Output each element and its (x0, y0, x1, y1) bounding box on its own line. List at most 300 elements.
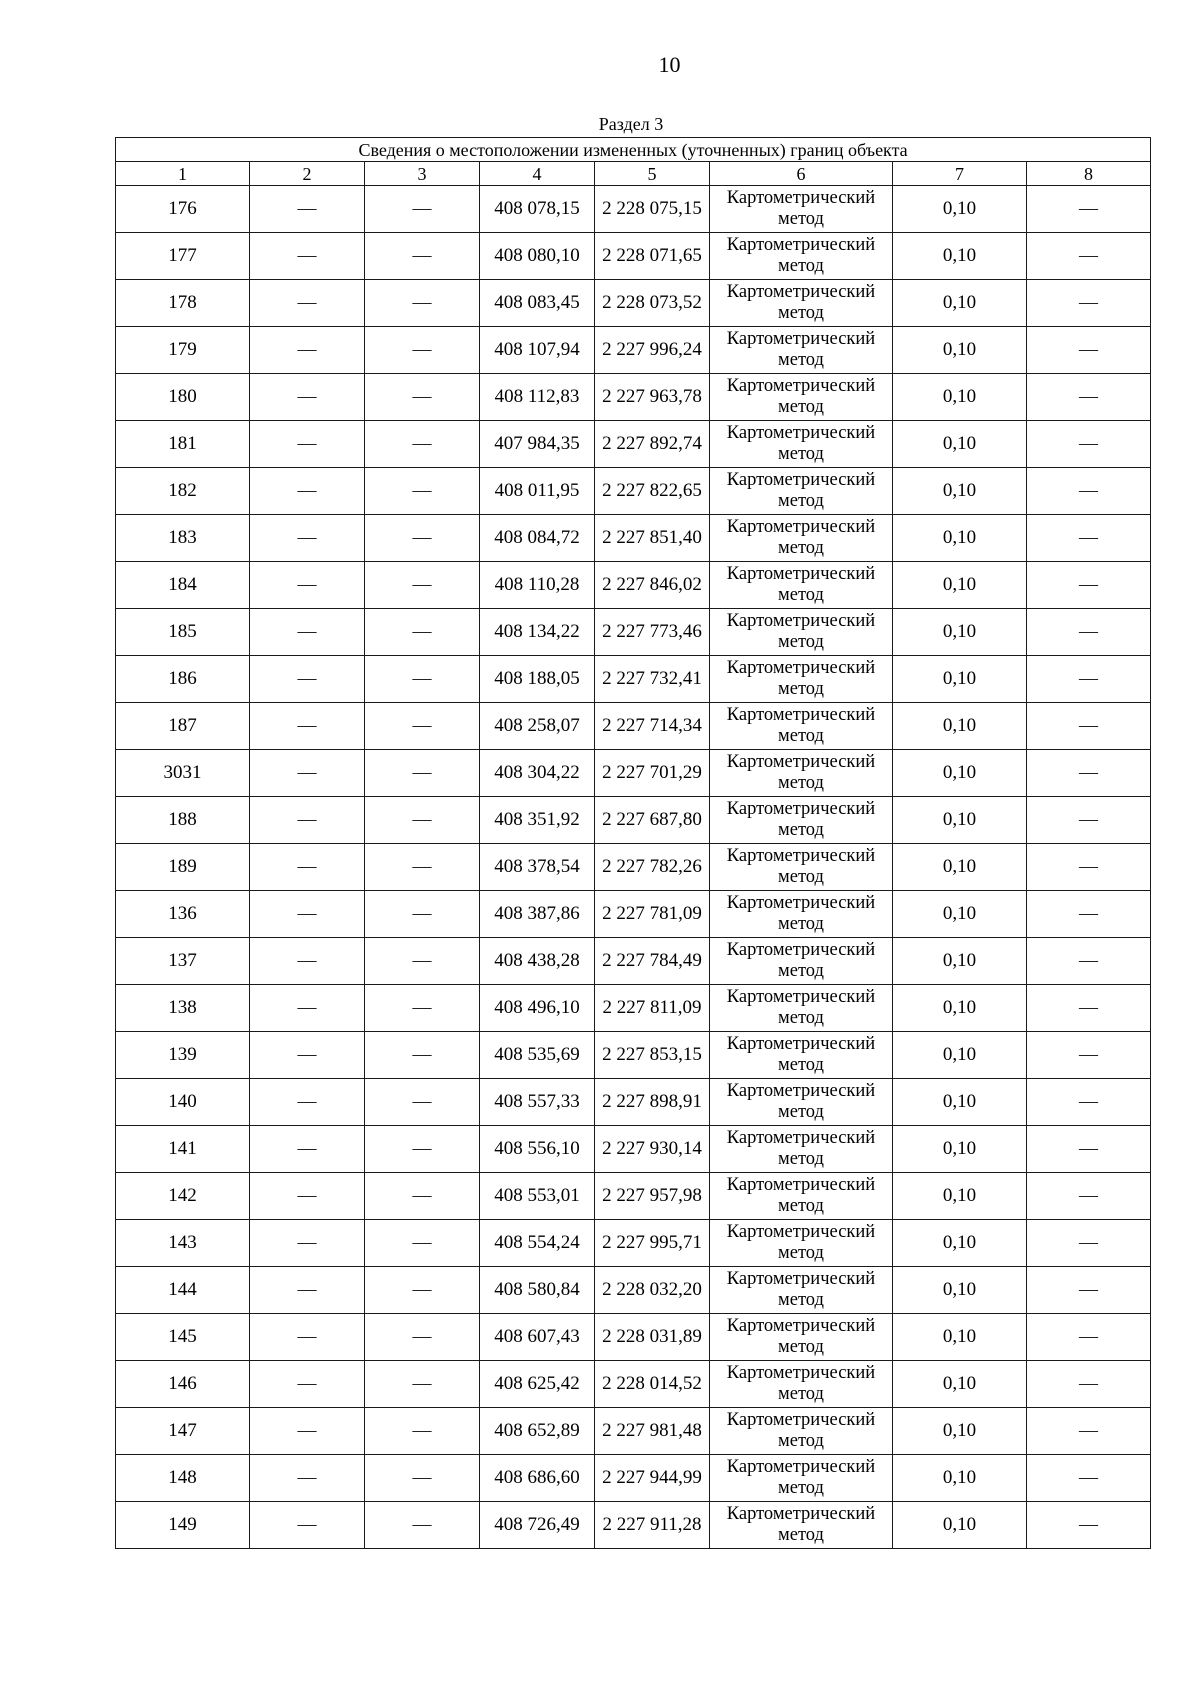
column-3-cell: — (365, 186, 480, 233)
method-line-1: Картометрический (726, 282, 876, 302)
y-coordinate-cell: 2 227 781,09 (595, 891, 710, 938)
method-line-2: метод (778, 1196, 824, 1216)
method-line-2: метод (778, 820, 824, 840)
point-number-cell: 3031 (116, 750, 250, 797)
column-3-cell: — (365, 280, 480, 327)
table-row (116, 1314, 1151, 1361)
column-8-cell: — (1027, 1032, 1151, 1079)
column-8-cell: — (1027, 985, 1151, 1032)
column-3-cell: — (365, 468, 480, 515)
column-8-cell: — (1027, 280, 1151, 327)
method-cell (710, 1455, 893, 1502)
page-number: 10 (658, 52, 681, 77)
x-coordinate-cell: 408 556,10 (480, 1126, 595, 1173)
table-row (116, 1455, 1151, 1502)
method-cell (710, 1032, 893, 1079)
table-row (116, 186, 1151, 233)
accuracy-cell: 0,10 (893, 985, 1027, 1032)
x-coordinate-cell: 408 080,10 (480, 233, 595, 280)
point-number-cell: 139 (116, 1032, 250, 1079)
method-line-2: метод (778, 726, 824, 746)
y-coordinate-cell: 2 227 822,65 (595, 468, 710, 515)
point-number-cell: 142 (116, 1173, 250, 1220)
column-8-cell: — (1027, 1455, 1151, 1502)
y-coordinate-cell: 2 228 031,89 (595, 1314, 710, 1361)
column-3-cell: — (365, 1267, 480, 1314)
point-number-cell: 178 (116, 280, 250, 327)
column-8-cell: — (1027, 327, 1151, 374)
y-coordinate-cell: 2 228 014,52 (595, 1361, 710, 1408)
column-8-cell: — (1027, 797, 1151, 844)
method-line-2: метод (778, 397, 824, 417)
point-number-cell: 146 (116, 1361, 250, 1408)
column-number: 8 (1027, 162, 1151, 186)
method-line-1: Картометрический (726, 1222, 876, 1242)
x-coordinate-cell: 408 011,95 (480, 468, 595, 515)
method-line-1: Картометрический (726, 658, 876, 678)
method-line-2: метод (778, 1149, 824, 1169)
method-line-1: Картометрический (726, 1504, 876, 1524)
column-3-cell: — (365, 750, 480, 797)
table-row (116, 750, 1151, 797)
method-line-2: метод (778, 350, 824, 370)
column-3-cell: — (365, 609, 480, 656)
y-coordinate-cell: 2 227 701,29 (595, 750, 710, 797)
point-number-cell: 141 (116, 1126, 250, 1173)
method-line-1: Картометрический (726, 940, 876, 960)
point-number-cell: 181 (116, 421, 250, 468)
column-2-cell: — (250, 515, 365, 562)
accuracy-cell: 0,10 (893, 374, 1027, 421)
column-3-cell: — (365, 1502, 480, 1549)
y-coordinate-cell: 2 228 075,15 (595, 186, 710, 233)
method-cell (710, 1220, 893, 1267)
table-caption: Сведения о местоположении измененных (уточненных) границ объекта (116, 138, 1151, 162)
method-line-2: метод (778, 867, 824, 887)
point-number-cell: 147 (116, 1408, 250, 1455)
column-8-cell: — (1027, 891, 1151, 938)
accuracy-cell: 0,10 (893, 1220, 1027, 1267)
method-line-1: Картометрический (726, 752, 876, 772)
point-number-cell: 189 (116, 844, 250, 891)
accuracy-cell: 0,10 (893, 327, 1027, 374)
y-coordinate-cell: 2 227 784,49 (595, 938, 710, 985)
column-3-cell: — (365, 1032, 480, 1079)
column-2-cell: — (250, 750, 365, 797)
column-2-cell: — (250, 1502, 365, 1549)
column-2-cell: — (250, 656, 365, 703)
table-row (116, 656, 1151, 703)
x-coordinate-cell: 408 378,54 (480, 844, 595, 891)
method-line-2: метод (778, 1337, 824, 1357)
column-2-cell: — (250, 280, 365, 327)
method-cell (710, 515, 893, 562)
column-number: 2 (250, 162, 365, 186)
column-8-cell: — (1027, 1408, 1151, 1455)
table-row (116, 609, 1151, 656)
x-coordinate-cell: 408 084,72 (480, 515, 595, 562)
table-row (116, 1267, 1151, 1314)
table-row (116, 468, 1151, 515)
accuracy-cell: 0,10 (893, 656, 1027, 703)
table-row (116, 1032, 1151, 1079)
y-coordinate-cell: 2 227 714,34 (595, 703, 710, 750)
method-line-2: метод (778, 679, 824, 699)
column-2-cell: — (250, 891, 365, 938)
point-number-cell: 179 (116, 327, 250, 374)
x-coordinate-cell: 408 557,33 (480, 1079, 595, 1126)
column-number: 1 (116, 162, 250, 186)
accuracy-cell: 0,10 (893, 1032, 1027, 1079)
accuracy-cell: 0,10 (893, 891, 1027, 938)
column-number: 6 (710, 162, 893, 186)
method-line-2: метод (778, 1525, 824, 1545)
column-2-cell: — (250, 1314, 365, 1361)
point-number-cell: 140 (116, 1079, 250, 1126)
column-3-cell: — (365, 1079, 480, 1126)
column-8-cell: — (1027, 1079, 1151, 1126)
table-row (116, 1361, 1151, 1408)
point-number-cell: 176 (116, 186, 250, 233)
y-coordinate-cell: 2 227 846,02 (595, 562, 710, 609)
method-cell (710, 233, 893, 280)
column-3-cell: — (365, 797, 480, 844)
accuracy-cell: 0,10 (893, 844, 1027, 891)
column-3-cell: — (365, 703, 480, 750)
column-3-cell: — (365, 374, 480, 421)
point-number-cell: 148 (116, 1455, 250, 1502)
x-coordinate-cell: 408 304,22 (480, 750, 595, 797)
x-coordinate-cell: 408 078,15 (480, 186, 595, 233)
method-cell (710, 891, 893, 938)
method-cell (710, 186, 893, 233)
point-number-cell: 188 (116, 797, 250, 844)
column-8-cell: — (1027, 844, 1151, 891)
method-cell (710, 656, 893, 703)
y-coordinate-cell: 2 227 687,80 (595, 797, 710, 844)
column-2-cell: — (250, 985, 365, 1032)
table-row (116, 1079, 1151, 1126)
y-coordinate-cell: 2 228 071,65 (595, 233, 710, 280)
table-row (116, 280, 1151, 327)
method-line-1: Картометрический (726, 611, 876, 631)
column-3-cell: — (365, 1408, 480, 1455)
method-line-1: Картометрический (726, 423, 876, 443)
column-3-cell: — (365, 1126, 480, 1173)
method-line-2: метод (778, 1008, 824, 1028)
method-cell (710, 1361, 893, 1408)
table-row (116, 703, 1151, 750)
x-coordinate-cell: 408 387,86 (480, 891, 595, 938)
method-cell (710, 562, 893, 609)
method-cell (710, 280, 893, 327)
method-line-2: метод (778, 1384, 824, 1404)
column-3-cell: — (365, 327, 480, 374)
x-coordinate-cell: 408 652,89 (480, 1408, 595, 1455)
column-8-cell: — (1027, 750, 1151, 797)
point-number-cell: 187 (116, 703, 250, 750)
table-row (116, 233, 1151, 280)
method-cell (710, 938, 893, 985)
column-2-cell: — (250, 844, 365, 891)
method-line-1: Картометрический (726, 1034, 876, 1054)
y-coordinate-cell: 2 227 732,41 (595, 656, 710, 703)
x-coordinate-cell: 408 625,42 (480, 1361, 595, 1408)
x-coordinate-cell: 408 351,92 (480, 797, 595, 844)
section-label: Раздел 3 (598, 114, 664, 134)
accuracy-cell: 0,10 (893, 233, 1027, 280)
method-line-2: метод (778, 1290, 824, 1310)
column-8-cell: — (1027, 703, 1151, 750)
point-number-cell: 186 (116, 656, 250, 703)
method-line-2: метод (778, 303, 824, 323)
method-cell (710, 1314, 893, 1361)
column-2-cell: — (250, 1032, 365, 1079)
table-row (116, 844, 1151, 891)
method-line-2: метод (778, 1478, 824, 1498)
method-cell (710, 1079, 893, 1126)
point-number-cell: 183 (116, 515, 250, 562)
method-cell (710, 609, 893, 656)
table-row (116, 374, 1151, 421)
accuracy-cell: 0,10 (893, 609, 1027, 656)
table-row (116, 1502, 1151, 1549)
method-line-2: метод (778, 914, 824, 934)
accuracy-cell: 0,10 (893, 1126, 1027, 1173)
accuracy-cell: 0,10 (893, 280, 1027, 327)
column-2-cell: — (250, 562, 365, 609)
table-row (116, 1220, 1151, 1267)
method-cell (710, 1126, 893, 1173)
method-cell (710, 703, 893, 750)
point-number-cell: 136 (116, 891, 250, 938)
x-coordinate-cell: 408 134,22 (480, 609, 595, 656)
x-coordinate-cell: 408 496,10 (480, 985, 595, 1032)
x-coordinate-cell: 408 535,69 (480, 1032, 595, 1079)
table-row (116, 1126, 1151, 1173)
y-coordinate-cell: 2 227 773,46 (595, 609, 710, 656)
x-coordinate-cell: 408 110,28 (480, 562, 595, 609)
column-8-cell: — (1027, 186, 1151, 233)
accuracy-cell: 0,10 (893, 468, 1027, 515)
column-8-cell: — (1027, 1267, 1151, 1314)
column-3-cell: — (365, 1455, 480, 1502)
column-number: 7 (893, 162, 1027, 186)
accuracy-cell: 0,10 (893, 703, 1027, 750)
point-number-cell: 143 (116, 1220, 250, 1267)
method-cell (710, 1502, 893, 1549)
x-coordinate-cell: 407 984,35 (480, 421, 595, 468)
accuracy-cell: 0,10 (893, 421, 1027, 468)
table-body (116, 186, 1151, 1549)
column-8-cell: — (1027, 233, 1151, 280)
column-8-cell: — (1027, 938, 1151, 985)
column-2-cell: — (250, 1126, 365, 1173)
table-row (116, 421, 1151, 468)
y-coordinate-cell: 2 227 853,15 (595, 1032, 710, 1079)
accuracy-cell: 0,10 (893, 1502, 1027, 1549)
method-cell (710, 374, 893, 421)
column-8-cell: — (1027, 515, 1151, 562)
column-8-cell: — (1027, 468, 1151, 515)
column-2-cell: — (250, 1455, 365, 1502)
y-coordinate-cell: 2 227 898,91 (595, 1079, 710, 1126)
column-2-cell: — (250, 186, 365, 233)
x-coordinate-cell: 408 607,43 (480, 1314, 595, 1361)
method-line-1: Картометрический (726, 1410, 876, 1430)
method-line-2: метод (778, 1102, 824, 1122)
method-line-1: Картометрический (726, 987, 876, 1007)
y-coordinate-cell: 2 227 930,14 (595, 1126, 710, 1173)
column-3-cell: — (365, 1361, 480, 1408)
method-line-2: метод (778, 773, 824, 793)
column-2-cell: — (250, 1361, 365, 1408)
table-row (116, 515, 1151, 562)
method-line-1: Картометрический (726, 376, 876, 396)
point-number-cell: 177 (116, 233, 250, 280)
y-coordinate-cell: 2 227 963,78 (595, 374, 710, 421)
method-line-1: Картометрический (726, 799, 876, 819)
column-3-cell: — (365, 233, 480, 280)
method-cell (710, 327, 893, 374)
column-3-cell: — (365, 1220, 480, 1267)
method-line-2: метод (778, 209, 824, 229)
coordinates-table (115, 137, 1151, 1549)
x-coordinate-cell: 408 553,01 (480, 1173, 595, 1220)
x-coordinate-cell: 408 258,07 (480, 703, 595, 750)
column-2-cell: — (250, 421, 365, 468)
y-coordinate-cell: 2 227 996,24 (595, 327, 710, 374)
column-number: 4 (480, 162, 595, 186)
column-2-cell: — (250, 797, 365, 844)
accuracy-cell: 0,10 (893, 1408, 1027, 1455)
method-line-1: Картометрический (726, 1457, 876, 1477)
table-row (116, 985, 1151, 1032)
accuracy-cell: 0,10 (893, 186, 1027, 233)
column-8-cell: — (1027, 1502, 1151, 1549)
y-coordinate-cell: 2 227 851,40 (595, 515, 710, 562)
column-2-cell: — (250, 233, 365, 280)
y-coordinate-cell: 2 228 032,20 (595, 1267, 710, 1314)
accuracy-cell: 0,10 (893, 1455, 1027, 1502)
method-line-1: Картометрический (726, 1269, 876, 1289)
method-line-1: Картометрический (726, 846, 876, 866)
column-3-cell: — (365, 985, 480, 1032)
column-2-cell: — (250, 1408, 365, 1455)
point-number-cell: 182 (116, 468, 250, 515)
method-cell (710, 797, 893, 844)
y-coordinate-cell: 2 227 981,48 (595, 1408, 710, 1455)
column-number-row (116, 162, 1151, 186)
column-3-cell: — (365, 1173, 480, 1220)
column-8-cell: — (1027, 562, 1151, 609)
method-line-2: метод (778, 632, 824, 652)
method-line-2: метод (778, 1243, 824, 1263)
point-number-cell: 137 (116, 938, 250, 985)
column-2-cell: — (250, 609, 365, 656)
column-8-cell: — (1027, 1173, 1151, 1220)
accuracy-cell: 0,10 (893, 1173, 1027, 1220)
table-row (116, 891, 1151, 938)
method-cell (710, 421, 893, 468)
x-coordinate-cell: 408 726,49 (480, 1502, 595, 1549)
method-line-2: метод (778, 444, 824, 464)
method-line-1: Картометрический (726, 470, 876, 490)
accuracy-cell: 0,10 (893, 750, 1027, 797)
column-8-cell: — (1027, 1361, 1151, 1408)
accuracy-cell: 0,10 (893, 562, 1027, 609)
column-3-cell: — (365, 1314, 480, 1361)
y-coordinate-cell: 2 227 944,99 (595, 1455, 710, 1502)
accuracy-cell: 0,10 (893, 1314, 1027, 1361)
accuracy-cell: 0,10 (893, 1267, 1027, 1314)
method-line-1: Картометрический (726, 893, 876, 913)
column-number: 3 (365, 162, 480, 186)
column-3-cell: — (365, 938, 480, 985)
column-2-cell: — (250, 1079, 365, 1126)
method-line-1: Картометрический (726, 517, 876, 537)
column-3-cell: — (365, 515, 480, 562)
method-cell (710, 985, 893, 1032)
table-row (116, 1408, 1151, 1455)
point-number-cell: 138 (116, 985, 250, 1032)
column-8-cell: — (1027, 656, 1151, 703)
method-line-2: метод (778, 538, 824, 558)
method-line-1: Картометрический (726, 329, 876, 349)
method-line-1: Картометрический (726, 1175, 876, 1195)
x-coordinate-cell: 408 438,28 (480, 938, 595, 985)
method-line-2: метод (778, 1055, 824, 1075)
method-line-2: метод (778, 585, 824, 605)
column-number: 5 (595, 162, 710, 186)
table-row (116, 327, 1151, 374)
column-8-cell: — (1027, 609, 1151, 656)
method-line-2: метод (778, 491, 824, 511)
column-2-cell: — (250, 1173, 365, 1220)
column-8-cell: — (1027, 1314, 1151, 1361)
column-3-cell: — (365, 562, 480, 609)
x-coordinate-cell: 408 686,60 (480, 1455, 595, 1502)
table-row (116, 797, 1151, 844)
column-2-cell: — (250, 468, 365, 515)
column-8-cell: — (1027, 1126, 1151, 1173)
x-coordinate-cell: 408 188,05 (480, 656, 595, 703)
method-line-1: Картометрический (726, 1081, 876, 1101)
column-2-cell: — (250, 374, 365, 421)
method-cell (710, 750, 893, 797)
y-coordinate-cell: 2 227 892,74 (595, 421, 710, 468)
method-line-1: Картометрический (726, 564, 876, 584)
point-number-cell: 180 (116, 374, 250, 421)
x-coordinate-cell: 408 580,84 (480, 1267, 595, 1314)
y-coordinate-cell: 2 227 911,28 (595, 1502, 710, 1549)
table-row (116, 938, 1151, 985)
column-8-cell: — (1027, 374, 1151, 421)
table-row (116, 562, 1151, 609)
y-coordinate-cell: 2 227 782,26 (595, 844, 710, 891)
x-coordinate-cell: 408 107,94 (480, 327, 595, 374)
method-line-1: Картометрический (726, 1316, 876, 1336)
column-3-cell: — (365, 656, 480, 703)
point-number-cell: 185 (116, 609, 250, 656)
column-8-cell: — (1027, 1220, 1151, 1267)
method-line-1: Картометрический (726, 1363, 876, 1383)
x-coordinate-cell: 408 554,24 (480, 1220, 595, 1267)
column-8-cell: — (1027, 421, 1151, 468)
y-coordinate-cell: 2 227 957,98 (595, 1173, 710, 1220)
method-cell (710, 1173, 893, 1220)
column-2-cell: — (250, 1267, 365, 1314)
